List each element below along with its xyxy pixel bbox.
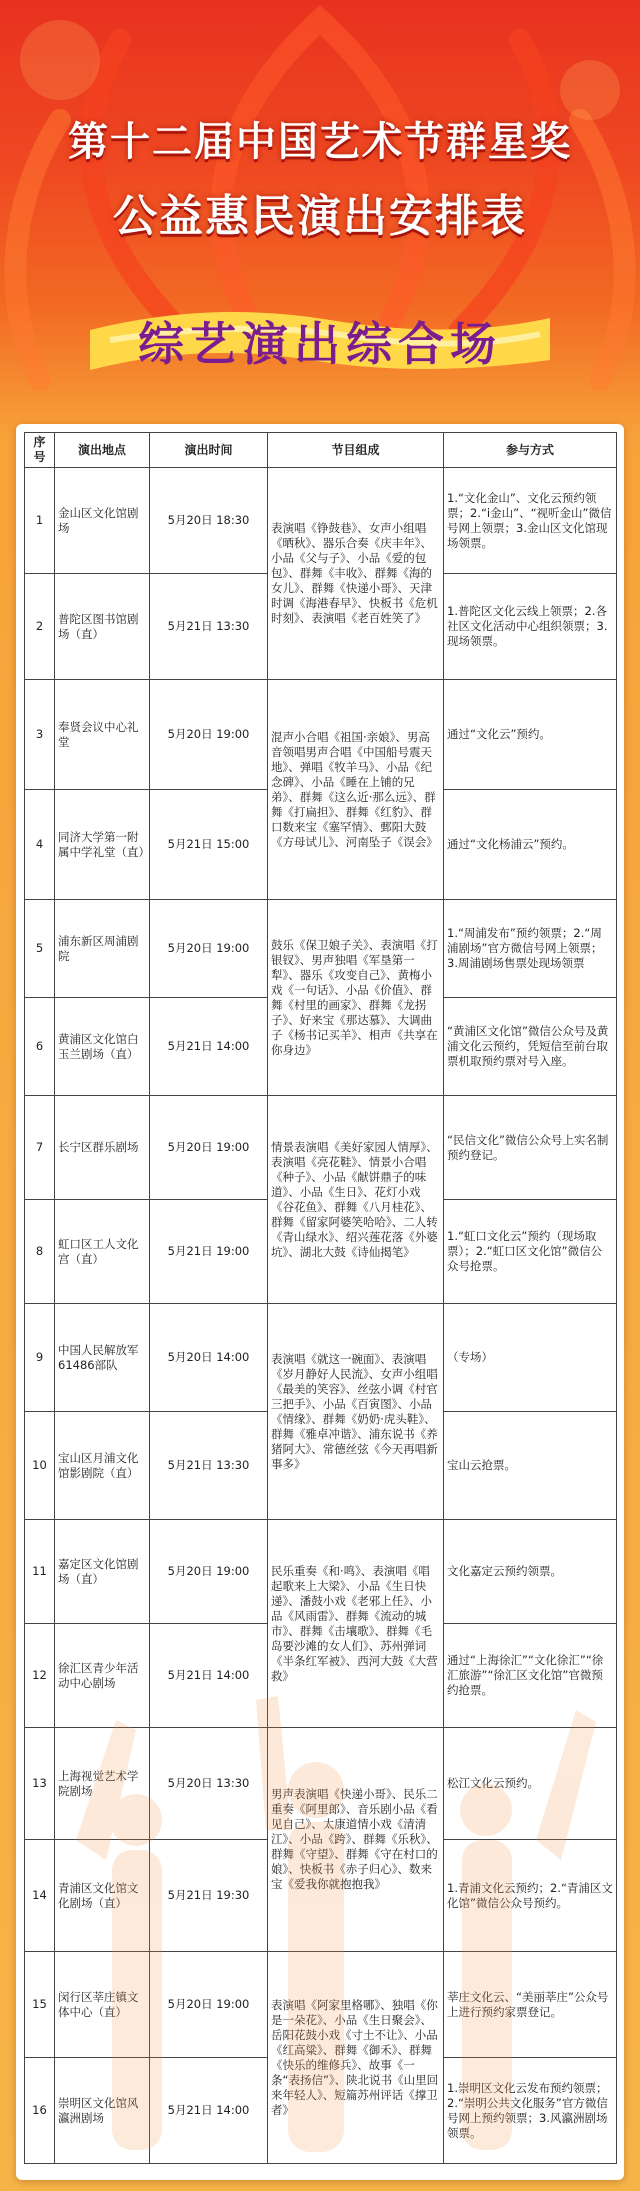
venue-cell: 徐汇区青少年活动中心剧场: [55, 1624, 150, 1728]
venue-cell: 同济大学第一附属中学礼堂（直）: [55, 790, 150, 900]
table-header-row: [25, 433, 617, 468]
row-number: 1: [25, 468, 55, 574]
column-header: 序号: [25, 433, 55, 468]
time-cell: 5月20日 19:00: [150, 1096, 268, 1200]
time-cell: 5月20日 19:00: [150, 1520, 268, 1624]
method-cell: 通过“文化云”预约。: [444, 680, 617, 790]
venue-cell: 浦东新区周浦剧院: [55, 900, 150, 998]
venue-cell: 宝山区月浦文化馆影剧院（直）: [55, 1412, 150, 1520]
table-row: [25, 680, 617, 790]
method-cell: 1.“虹口文化云”预约（现场取票）；2.“虹口区文化馆”微信公众号抢票。: [444, 1200, 617, 1304]
row-number: 4: [25, 790, 55, 900]
method-cell: 通过“上海徐汇”“文化徐汇”“徐汇旅游”“徐汇区文化馆”官微预约抢票。: [444, 1624, 617, 1728]
method-cell: （专场）: [444, 1304, 617, 1412]
method-cell: 文化嘉定云预约领票。: [444, 1520, 617, 1624]
page-title: 第十二届中国艺术节群星奖: [68, 119, 572, 165]
method-cell: “黄浦区文化馆”微信公众号及黄浦文化云预约，凭短信至前台取票机取预约票对号入座。: [444, 998, 617, 1096]
section-subtitle: 综艺演出综合场: [138, 317, 502, 371]
table-row: [25, 1096, 617, 1200]
program-cell: 情景表演唱《美好家园人情厚》、表演唱《亮花鞋》、情景小合唱《种子》、小品《献饼鼎子的味道》、小品《生日》、花灯小戏《谷花鱼》、群舞《八月桂花》、群舞《留家阿婆笑哈哈》、二人转《青山绿水》、绍兴莲花落《外婆坑》、湖北大鼓《诗仙揭笔》: [268, 1096, 444, 1304]
table-row: [25, 1952, 617, 2058]
row-number: 13: [25, 1728, 55, 1840]
venue-cell: 黄浦区文化馆白玉兰剧场（直）: [55, 998, 150, 1096]
venue-cell: 闵行区莘庄镇文体中心（直）: [55, 1952, 150, 2058]
time-cell: 5月21日 19:00: [150, 1200, 268, 1304]
time-cell: 5月20日 19:00: [150, 1952, 268, 2058]
time-cell: 5月21日 14:00: [150, 998, 268, 1096]
program-cell: 表演唱《阿家里格哪》、独唱《你是一朵花》、小品《生日聚会》、岳阳花鼓小戏《寸土不让》、小品《红高粱》、群舞《御禾》、群舞《快乐的维修兵》、故事《一条“表扬信”》、陕北说书《山里回来年轻人》、短篇苏州评话《撑卫者》: [268, 1952, 444, 2164]
method-cell: 宝山云抢票。: [444, 1412, 617, 1520]
program-cell: 表演唱《就这一碗面》、表演唱《岁月静好人民流》、女声小组唱《最美的笑容》、丝弦小调《村官三把手》、小品《百寅图》、小品《情缘》、群舞《奶奶·虎头鞋》、群舞《雅卓冲谐》、浦东说书《养猪阿大》、常德丝弦《今天再唱新事多》: [268, 1304, 444, 1520]
venue-cell: 金山区文化馆剧场: [55, 468, 150, 574]
column-header: 节目组成: [268, 433, 444, 468]
method-cell: 莘庄文化云、“美丽莘庄”公众号上进行预约家票登记。: [444, 1952, 617, 2058]
table-row: [25, 1728, 617, 1840]
method-cell: “民信文化”微信公众号上实名制预约登记。: [444, 1096, 617, 1200]
method-cell: 1.普陀区文化云线上领票；2.各社区文化活动中心组织领票；3.现场领票。: [444, 574, 617, 680]
schedule-table: [24, 432, 617, 2164]
row-number: 11: [25, 1520, 55, 1624]
schedule-card: [16, 424, 624, 2180]
column-header: 演出时间: [150, 433, 268, 468]
time-cell: 5月21日 14:00: [150, 2058, 268, 2164]
program-cell: 男声表演唱《快递小哥》、民乐二重奏《阿里郎》、音乐剧小品《看见自己》、太康道情小戏《清清江》、小品《跨》、群舞《乐秋》、群舞《守望》、群舞《守在村口的娘》、快板书《赤子归心》、数来宝《爱我你就抱抱我》: [268, 1728, 444, 1952]
time-cell: 5月20日 19:00: [150, 680, 268, 790]
row-number: 12: [25, 1624, 55, 1728]
venue-cell: 嘉定区文化馆剧场（直）: [55, 1520, 150, 1624]
row-number: 9: [25, 1304, 55, 1412]
table-row: [25, 900, 617, 998]
time-cell: 5月21日 19:30: [150, 1840, 268, 1952]
venue-cell: 普陀区图书馆剧场（直）: [55, 574, 150, 680]
time-cell: 5月21日 14:00: [150, 1624, 268, 1728]
program-cell: 混声小合唱《祖国·亲娘》、男高音领唱男声合唱《中国船号震天地》、弹唱《牧羊马》、小品《纪念碑》、小品《睡在上铺的兄弟》、群舞《这么近·那么远》、群舞《打扁担》、群舞《红豹》、群口数来宝《塞罕情》、鄄阳大鼓《方母试儿》、河南坠子《误会》: [268, 680, 444, 900]
time-cell: 5月20日 19:00: [150, 900, 268, 998]
time-cell: 5月21日 15:00: [150, 790, 268, 900]
program-cell: 表演唱《铮鼓巷》、女声小组唱《晒秋》、器乐合奏《庆丰年》、小品《父与子》、小品《爱的包包》、群舞《丰收》、群舞《海的女儿》、群舞《快递小哥》、天津时调《海港春早》、快板书《危机时刻》、表演唱《老百姓笑了》: [268, 468, 444, 680]
page-title-line2: 公益惠民演出安排表: [113, 191, 527, 242]
row-number: 7: [25, 1096, 55, 1200]
method-cell: 1.“文化金山”、文化云预约领票；2.“i金山”、“视听金山”微信号网上领票；3.金山区文化馆现场领票。: [444, 468, 617, 574]
row-number: 10: [25, 1412, 55, 1520]
method-cell: 1.崇明区文化云发布预约领票；2.“崇明公共文化服务”官方微信号网上预约领票；3.风瀛洲剧场领票。: [444, 2058, 617, 2164]
row-number: 14: [25, 1840, 55, 1952]
time-cell: 5月21日 13:30: [150, 1412, 268, 1520]
row-number: 2: [25, 574, 55, 680]
venue-cell: 中国人民解放军61486部队: [55, 1304, 150, 1412]
venue-cell: 崇明区文化馆风瀛洲剧场: [55, 2058, 150, 2164]
venue-cell: 奉贤会议中心礼堂: [55, 680, 150, 790]
row-number: 3: [25, 680, 55, 790]
table-row: [25, 468, 617, 574]
program-cell: 民乐重奏《和·鸣》、表演唱《唱起歌来上大梁》、小品《生日快递》、潘鼓小戏《老邪上任》、小品《风雨雷》、群舞《流动的城市》、群舞《击壤歌》、群舞《毛岛要沙滩的女人们》、苏州弹词《半条红军被》、西河大鼓《大营救》: [268, 1520, 444, 1728]
row-number: 6: [25, 998, 55, 1096]
method-cell: 1.青浦文化云预约；2.“青浦区文化馆”微信公众号预约。: [444, 1840, 617, 1952]
venue-cell: 长宁区群乐剧场: [55, 1096, 150, 1200]
row-number: 5: [25, 900, 55, 998]
row-number: 8: [25, 1200, 55, 1304]
time-cell: 5月20日 13:30: [150, 1728, 268, 1840]
row-number: 16: [25, 2058, 55, 2164]
method-cell: 松江文化云预约。: [444, 1728, 617, 1840]
program-cell: 鼓乐《保卫娘子关》、表演唱《打银钗》、男声独唱《军垦第一犁》、器乐《攻变自己》、黄梅小戏《一句话》、小品《价值》、群舞《村里的画家》、群舞《龙拐子》、好来宝《那达慕》、大调曲子《杨书记买羊》、相声《共享在你身边》: [268, 900, 444, 1096]
row-number: 15: [25, 1952, 55, 2058]
time-cell: 5月20日 14:00: [150, 1304, 268, 1412]
table-row: [25, 1520, 617, 1624]
column-header: 参与方式: [444, 433, 617, 468]
time-cell: 5月20日 18:30: [150, 468, 268, 574]
venue-cell: 虹口区工人文化宫（直）: [55, 1200, 150, 1304]
method-cell: 通过“文化杨浦云”预约。: [444, 790, 617, 900]
column-header: 演出地点: [55, 433, 150, 468]
method-cell: 1.“周浦发布”预约领票；2.“周浦剧场”官方微信号网上领票；3.周浦剧场售票处现场领票: [444, 900, 617, 998]
venue-cell: 上海视觉艺术学院剧场: [55, 1728, 150, 1840]
table-row: [25, 1304, 617, 1412]
venue-cell: 青浦区文化馆文化剧场（直）: [55, 1840, 150, 1952]
time-cell: 5月21日 13:30: [150, 574, 268, 680]
